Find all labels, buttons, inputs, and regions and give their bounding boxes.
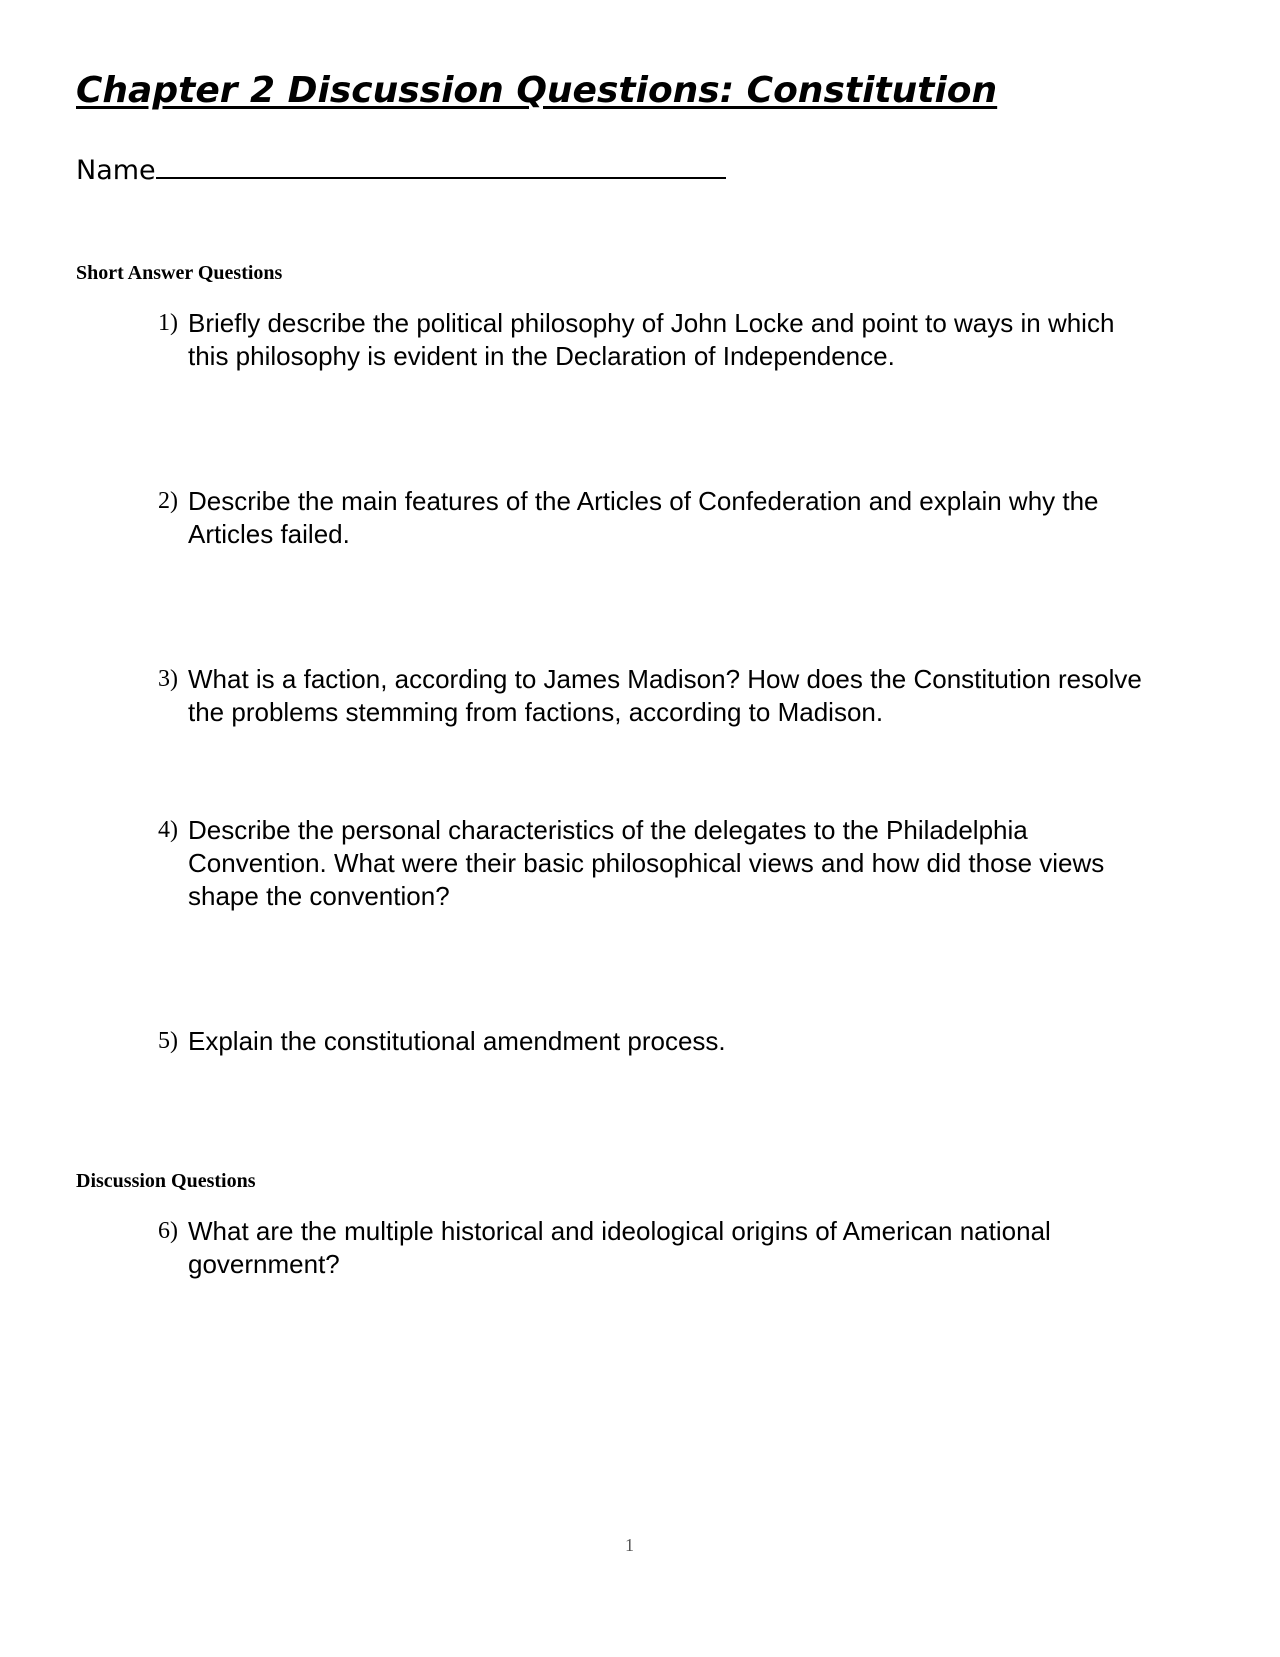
question-number: 6) bbox=[158, 1218, 178, 1244]
question-item bbox=[158, 1025, 1158, 1058]
question-text: Describe the personal characteristics of the delegates to the Philadelphia Convention. What were their basic philosophical views and how did those views shape the convention? bbox=[188, 815, 1105, 911]
page-title: Chapter 2 Discussion Questions: Constitution bbox=[76, 70, 998, 111]
question-text: Describe the main features of the Articles of Confederation and explain why the Articles failed. bbox=[188, 486, 1099, 549]
name-field[interactable] bbox=[76, 155, 726, 186]
question-text: Explain the constitutional amendment process. bbox=[188, 1026, 726, 1056]
question-number: 1) bbox=[158, 310, 178, 336]
name-blank-line[interactable] bbox=[156, 155, 726, 179]
question-text: Briefly describe the political philosophy of John Locke and point to ways in which this philosophy is evident in the Declaration of Independence. bbox=[188, 308, 1115, 371]
question-text: What are the multiple historical and ideological origins of American national government? bbox=[188, 1216, 1051, 1279]
question-item bbox=[158, 814, 1158, 913]
page-number: 1 bbox=[625, 1535, 634, 1555]
question-item bbox=[158, 663, 1158, 729]
question-item bbox=[158, 485, 1158, 551]
question-item bbox=[158, 307, 1158, 373]
question-text: What is a faction, according to James Madison? How does the Constitution resolve the problems stemming from factions, according to Madison. bbox=[188, 664, 1142, 727]
question-number: 4) bbox=[158, 817, 178, 843]
question-number: 5) bbox=[158, 1028, 178, 1054]
name-label: Name bbox=[76, 155, 156, 186]
short-answer-heading: Short Answer Questions bbox=[76, 262, 283, 284]
discussion-heading: Discussion Questions bbox=[76, 1170, 256, 1192]
question-item bbox=[158, 1215, 1158, 1281]
question-number: 3) bbox=[158, 666, 178, 692]
question-number: 2) bbox=[158, 488, 178, 514]
